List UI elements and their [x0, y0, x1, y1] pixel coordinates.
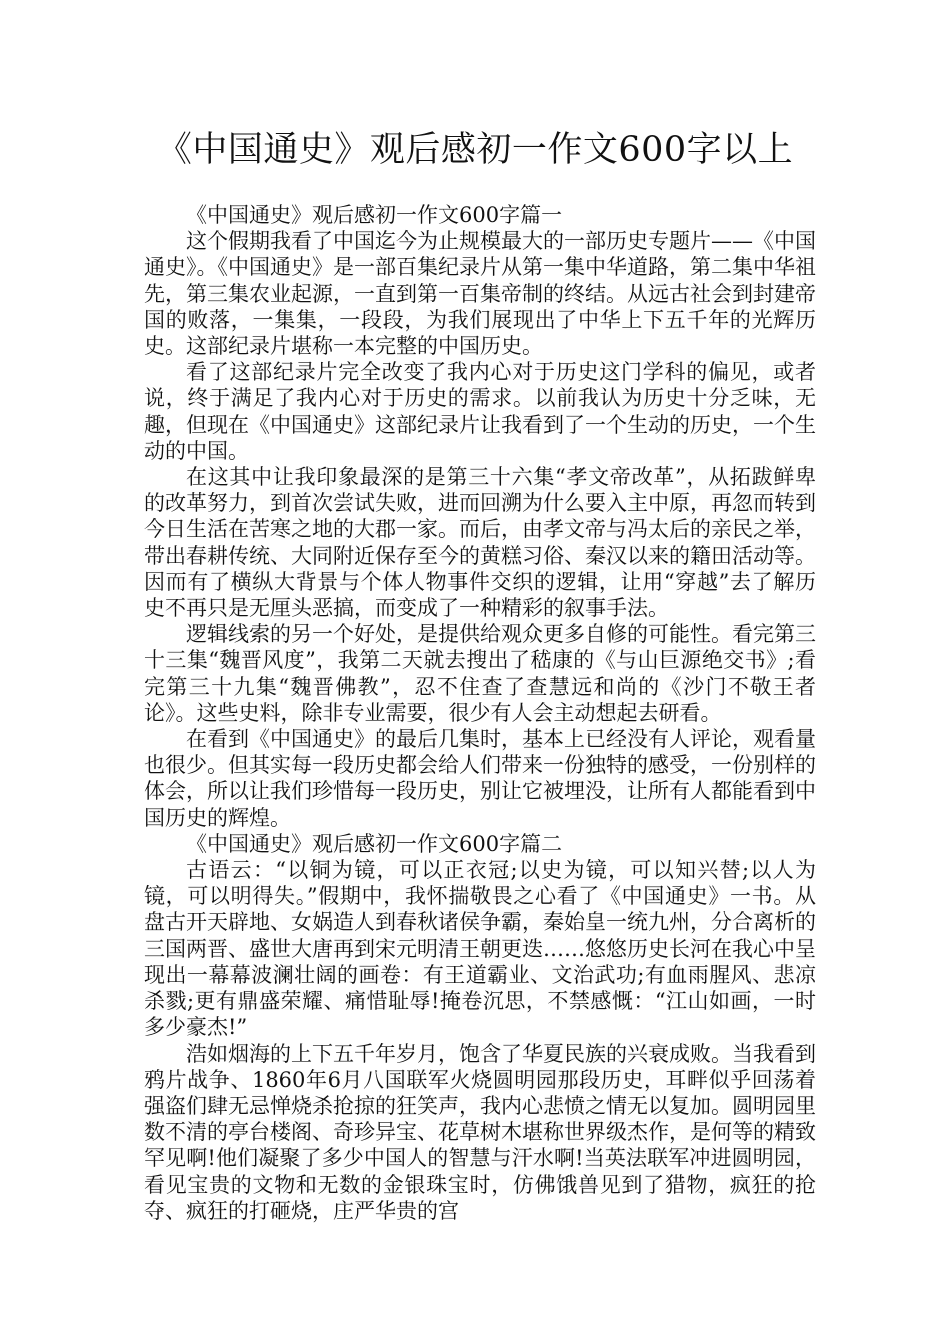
section-heading-2: 《中国通史》观后感初一作文600字篇二 [186, 831, 563, 856]
paragraph: 这个假期我看了中国迄今为止规模最大的一部历史专题片——《中国通史》。《中国通史》是一部百集纪录片从第一集中华道路，第二集中华祖先，第三集农业起源，一直到第一百集帝制的终结。从远古社会到封建帝国的败落，一集集，一段段，为我们展现出了中华上下五千年的光辉历史。这部纪录片堪称一本完整的中国历史。 [144, 229, 816, 359]
paragraph: 看了这部纪录片完全改变了我内心对于历史这门学科的偏见，或者说，终于满足了我内心对于历史的需求。以前我认为历史十分乏味，无趣，但现在《中国通史》这部纪录片让我看到了一个生动的历史，一个生动的中国。 [144, 360, 816, 463]
document-title: 《中国通史》观后感初一作文600字以上 [156, 130, 794, 170]
paragraph: 浩如烟海的上下五千年岁月，饱含了华夏民族的兴衰成败。当我看到鸦片战争、1860年6月八国联军火烧圆明园那段历史，耳畔似乎回荡着强盗们肆无忌惮烧杀抢掠的狂笑声，我内心悲愤之情无以复加。圆明园里数不清的亭台楼阁、奇珍异宝、花草树木堪称世界级杰作，是何等的精致罕见啊!他们凝聚了多少中国人的智慧与汗水啊!当英法联军冲进圆明园，看见宝贵的文物和无数的金银珠宝时，仿佛饿兽见到了猎物，疯狂的抢夺、疯狂的打砸烧，庄严华贵的宫 [144, 1041, 816, 1223]
document-body [144, 202, 816, 1224]
paragraph: 逻辑线索的另一个好处，是提供给观众更多自修的可能性。看完第三十三集“魏晋风度”，我第二天就去搜出了嵇康的《与山巨源绝交书》;看完第三十九集“魏晋佛教”，忍不住查了查慧远和尚的《沙门不敬王者论》。这些史料，除非专业需要，很少有人会主动想起去研看。 [144, 622, 816, 725]
paragraph: 在看到《中国通史》的最后几集时，基本上已经没有人评论，观看量也很少。但其实每一段历史都会给人们带来一份独特的感受，一份别样的体会，所以让我们珍惜每一段历史，别让它被埋没，让所有人都能看到中国历史的辉煌。 [144, 727, 816, 830]
section-heading-1: 《中国通史》观后感初一作文600字篇一 [186, 203, 563, 227]
paragraph: 古语云：“以铜为镜，可以正衣冠;以史为镜，可以知兴替;以人为镜，可以明得失。”假期中，我怀揣敬畏之心看了《中国通史》一书。从盘古开天辟地、女娲造人到春秋诸侯争霸，秦始皇一统九州，分合离析的三国两晋、盛世大唐再到宋元明清王朝更迭……悠悠历史长河在我心中呈现出一幕幕波澜壮阔的画卷：有王道霸业、文治武功;有血雨腥风、悲凉杀戮;更有鼎盛荣耀、痛惜耻辱!掩卷沉思，不禁感慨：“江山如画，一时多少豪杰!” [144, 858, 816, 1040]
paragraph: 在这其中让我印象最深的是第三十六集“孝文帝改革”，从拓跋鲜卑的改革努力，到首次尝试失败，进而回溯为什么要入主中原，再忽而转到今日生活在苦寒之地的大郡一家。而后，由孝文帝与冯太后的亲民之举，带出春耕传统、大同附近保存至今的黄糕习俗、秦汉以来的籍田活动等。因而有了横纵大背景与个体人物事件交织的逻辑，让用“穿越”去了解历史不再只是无厘头恶搞，而变成了一种精彩的叙事手法。 [144, 465, 816, 621]
